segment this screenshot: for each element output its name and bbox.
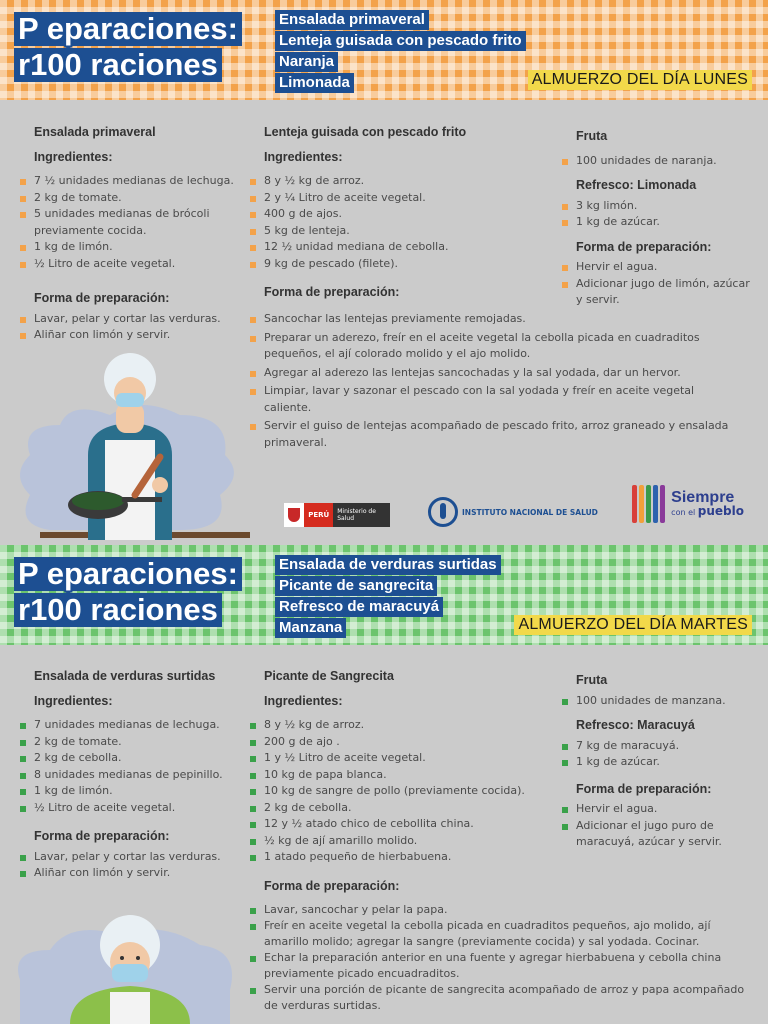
- list-item: Lavar, pelar y cortar las verduras.: [20, 849, 245, 866]
- drink-list: [562, 198, 752, 231]
- fruit-heading: Fruta: [576, 673, 608, 687]
- day-label: ALMUERZO DEL DÍA MARTES: [514, 615, 752, 635]
- list-item: Agregar al aderezo las lentejas sancochadas y la sal yodada, dar un hervor.: [250, 365, 735, 382]
- fruit-drink-column: [562, 672, 752, 851]
- list-item: 1 kg de limón.: [20, 239, 245, 256]
- preparation-heading: Forma de preparación:: [576, 781, 712, 796]
- preparation-heading: Forma de preparación:: [34, 829, 170, 843]
- salad-column: [20, 668, 245, 882]
- fruit-heading: Fruta: [576, 129, 608, 143]
- list-item: Limpiar, lavar y sazonar el pescado con la sal yodada y freír en aceite vegetal caliente.: [250, 383, 735, 416]
- list-item: ½ kg de ají amarillo molido.: [250, 833, 530, 850]
- list-item: Servir el guiso de lentejas acompañado de pescado frito, arroz graneado y ensalada primaveral.: [250, 418, 735, 451]
- list-item: 1 kg de azúcar.: [562, 214, 752, 231]
- ingredients-list: [250, 717, 530, 866]
- list-item: 1 kg de limón.: [20, 783, 245, 800]
- monday-banner: [0, 0, 768, 100]
- menu-item: Manzana: [275, 618, 346, 638]
- ins-logo: [428, 497, 598, 527]
- list-item: 100 unidades de manzana.: [562, 693, 752, 710]
- list-item: Echar la preparación anterior en una fuente y agregar hierbabuena y cebolla china previamente picado encuadraditos.: [250, 950, 750, 982]
- list-item: Servir una porción de picante de sangrecita acompañado de arroz y papa acompañado de verduras surtidas.: [250, 982, 750, 1014]
- list-item: 8 unidades medianas de pepinillo.: [20, 767, 245, 784]
- list-item: Adicionar el jugo puro de maracuyá, azúcar y servir.: [562, 818, 752, 851]
- list-item: Freír en aceite vegetal la cebolla picada en cuadraditos pequeños, ajo molido, ají amarillo molido; agregar la sangre (previamente cocida) y sal yodada. Cocinar.: [250, 918, 750, 950]
- ingredients-heading: Ingredientes:: [34, 149, 113, 164]
- menu-list: [275, 10, 526, 94]
- list-item: Hervir el agua.: [562, 259, 752, 276]
- menu-item: Refresco de maracuyá: [275, 597, 443, 617]
- recipe-title: Ensalada de verduras surtidas: [34, 669, 216, 683]
- menu-item: Lenteja guisada con pescado frito: [275, 31, 526, 51]
- list-item: 200 g de ajo .: [250, 734, 530, 751]
- banner-title: [14, 557, 242, 629]
- preparation-list: [562, 801, 752, 851]
- fruit-list: [562, 153, 752, 170]
- main-dish-column: [250, 668, 530, 898]
- list-item: 7 unidades medianas de lechuga.: [20, 717, 245, 734]
- preparation-heading: Forma de preparación:: [34, 291, 170, 305]
- ingredients-heading: Ingredientes:: [264, 693, 343, 708]
- preparation-list: [250, 902, 750, 1014]
- list-item: 12 ½ unidad mediana de cebolla.: [250, 239, 520, 256]
- list-item: 12 y ½ atado chico de cebollita china.: [250, 816, 530, 833]
- list-item: Aliñar con limón y servir.: [20, 865, 245, 882]
- list-item: 7 kg de maracuyá.: [562, 738, 752, 755]
- logos-row: [280, 485, 760, 530]
- drink-heading: Refresco: Limonada: [576, 178, 697, 192]
- list-item: Preparar un aderezo, freír en el aceite vegetal la cebolla picada en cuadraditos pequeños, el ají colorado molido y el ajo molido.: [250, 330, 735, 363]
- ins-seal-icon: [428, 497, 458, 527]
- recipe-title: Picante de Sangrecita: [264, 669, 394, 683]
- list-item: 9 kg de pescado (filete).: [250, 256, 520, 273]
- menu-item: Ensalada de verduras surtidas: [275, 555, 501, 575]
- peru-text: PERÚ: [304, 503, 333, 527]
- main-dish-preparation: [250, 311, 735, 451]
- siempre-text: Siempre: [671, 489, 735, 506]
- menu-item: Limonada: [275, 73, 354, 93]
- ingredients-list: [20, 717, 245, 816]
- fruit-list: [562, 693, 752, 710]
- preparation-list: [20, 849, 245, 882]
- ministerio-logo: [284, 503, 390, 527]
- list-item: ½ Litro de aceite vegetal.: [20, 256, 245, 273]
- list-item: 2 kg de cebolla.: [20, 750, 245, 767]
- ingredients-heading: Ingredientes:: [34, 693, 113, 708]
- list-item: 10 kg de sangre de pollo (previamente cocida).: [250, 783, 530, 800]
- list-item: 8 y ½ kg de arroz.: [250, 717, 530, 734]
- list-item: 1 y ½ Litro de aceite vegetal.: [250, 750, 530, 767]
- salad-column: [20, 124, 245, 344]
- list-item: Lavar, pelar y cortar las verduras.: [20, 311, 245, 328]
- ingredients-heading: Ingredientes:: [264, 149, 343, 164]
- list-item: ½ Litro de aceite vegetal.: [20, 800, 245, 817]
- recipe-title: Ensalada primaveral: [34, 125, 156, 139]
- cook-illustration: [10, 910, 240, 1024]
- list-item: Lavar, sancochar y pelar la papa.: [250, 902, 750, 918]
- list-item: 2 kg de tomate.: [20, 190, 245, 207]
- list-item: 5 unidades medianas de brócoli previamente cocida.: [20, 206, 245, 239]
- ingredients-list: [20, 173, 245, 272]
- recipe-title: Lenteja guisada con pescado frito: [264, 125, 467, 139]
- list-item: 7 ½ unidades medianas de lechuga.: [20, 173, 245, 190]
- banner-title-line2: r100 raciones: [14, 48, 222, 82]
- menu-list: [275, 555, 501, 639]
- list-item: 100 unidades de naranja.: [562, 153, 752, 170]
- list-item: 10 kg de papa blanca.: [250, 767, 530, 784]
- menu-item: Naranja: [275, 52, 338, 72]
- menu-item: Ensalada primaveral: [275, 10, 429, 30]
- list-item: 2 y ¼ Litro de aceite vegetal.: [250, 190, 520, 207]
- banner-title-line1: P eparaciones:: [14, 12, 242, 46]
- main-dish-preparation: [250, 902, 750, 1014]
- drink-list: [562, 738, 752, 771]
- preparation-heading: Forma de preparación:: [576, 239, 712, 254]
- siempre-marks-icon: [632, 485, 665, 523]
- list-item: 3 kg limón.: [562, 198, 752, 215]
- list-item: Aliñar con limón y servir.: [20, 327, 245, 344]
- main-dish-column: [250, 124, 520, 309]
- banner-title-line2: r100 raciones: [14, 593, 222, 627]
- preparation-list: [250, 311, 735, 451]
- tuesday-section: [0, 545, 768, 1024]
- drink-heading: Refresco: Maracuyá: [576, 718, 695, 732]
- list-item: 2 kg de tomate.: [20, 734, 245, 751]
- con-el-pueblo: con el pueblo: [671, 504, 744, 518]
- ministerio-text: Ministerio de Salud: [337, 508, 376, 522]
- preparation-heading: Forma de preparación:: [264, 878, 400, 893]
- list-item: 1 atado pequeño de hierbabuena.: [250, 849, 530, 866]
- list-item: Hervir el agua.: [562, 801, 752, 818]
- preparation-list: [20, 311, 245, 344]
- peru-shield-icon: [284, 503, 304, 527]
- list-item: Sancochar las lentejas previamente remojadas.: [250, 311, 735, 328]
- banner-title-line1: P eparaciones:: [14, 557, 242, 591]
- menu-item: Picante de sangrecita: [275, 576, 437, 596]
- list-item: 400 g de ajos.: [250, 206, 520, 223]
- tuesday-banner: [0, 545, 768, 645]
- fruit-drink-column: [562, 128, 752, 309]
- list-item: Adicionar jugo de limón, azúcar y servir.: [562, 276, 752, 309]
- siempre-logo: [632, 485, 744, 523]
- preparation-heading: Forma de preparación:: [264, 285, 400, 299]
- list-item: 8 y ½ kg de arroz.: [250, 173, 520, 190]
- cook-illustration: [10, 345, 250, 545]
- banner-title: [14, 12, 242, 84]
- list-item: 2 kg de cebolla.: [250, 800, 530, 817]
- list-item: 1 kg de azúcar.: [562, 754, 752, 771]
- list-item: 5 kg de lenteja.: [250, 223, 520, 240]
- preparation-list: [562, 259, 752, 309]
- ingredients-list: [250, 173, 520, 272]
- day-label: ALMUERZO DEL DÍA LUNES: [528, 70, 752, 90]
- ins-text: INSTITUTO NACIONAL DE SALUD: [462, 507, 598, 517]
